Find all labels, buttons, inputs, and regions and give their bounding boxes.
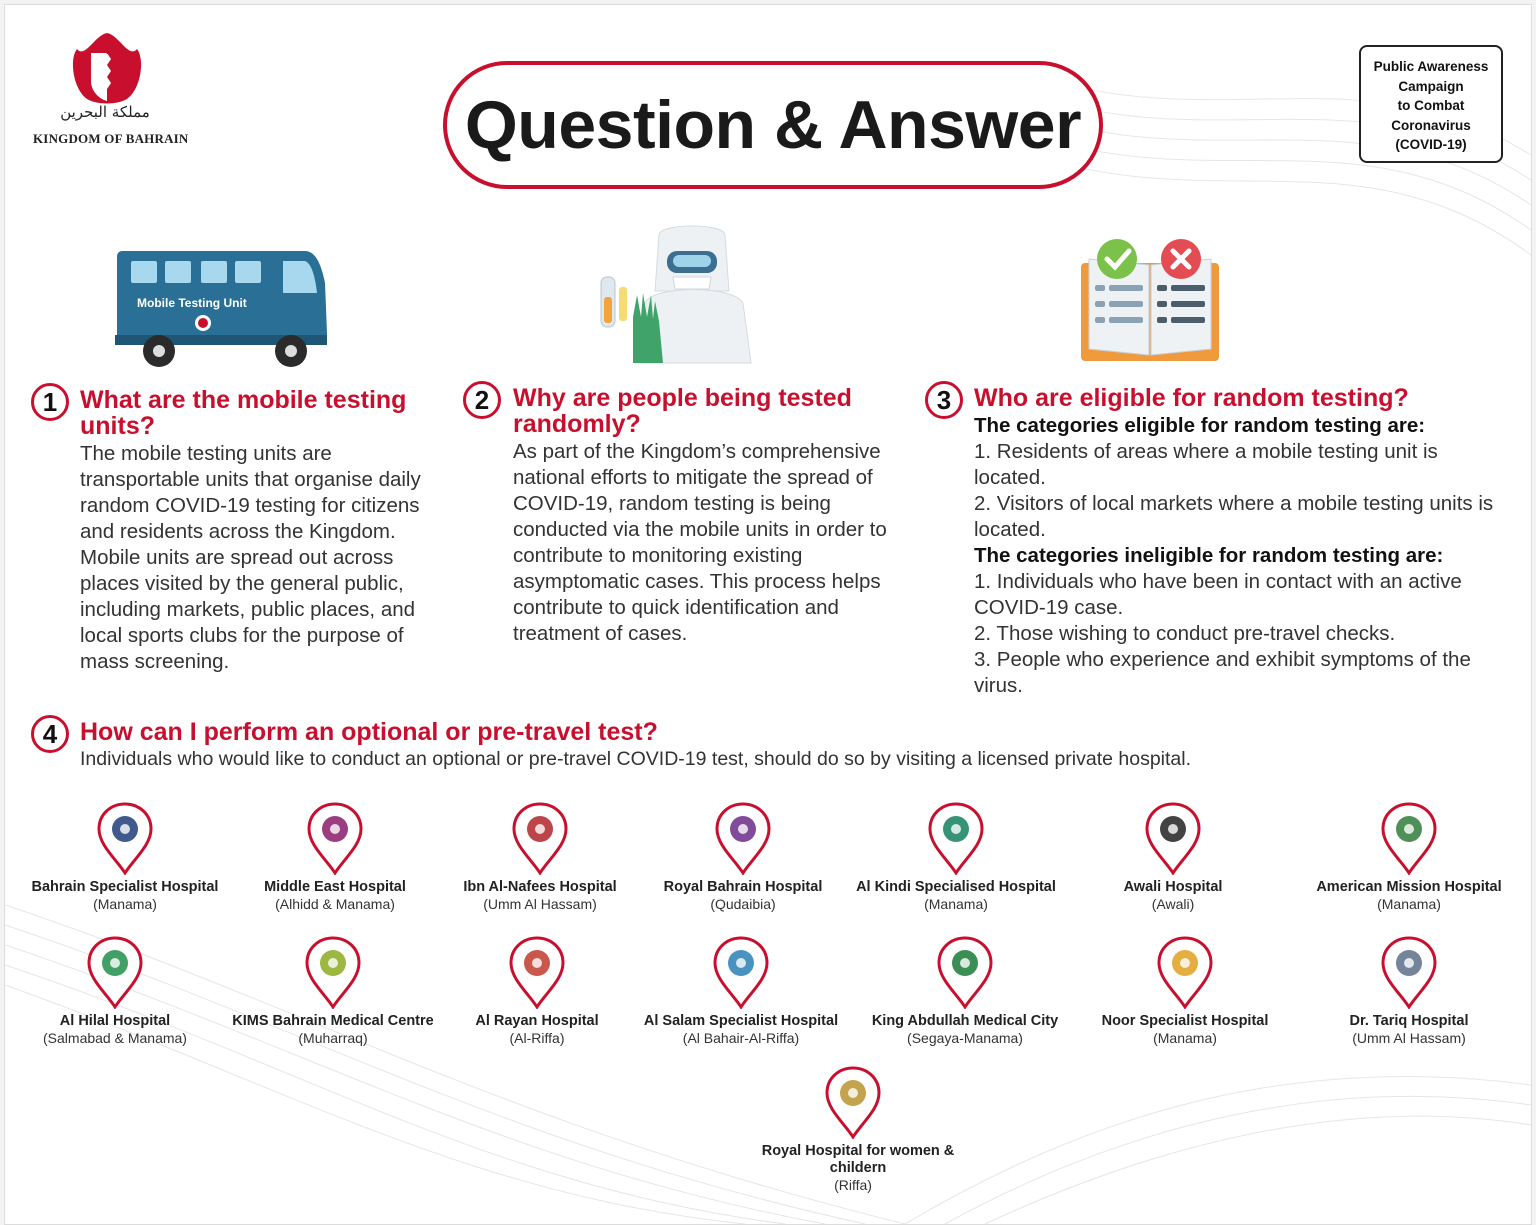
hospital-location: (Umm Al Hassam) [1352,1030,1466,1046]
answer-1: The mobile testing units are transportable units that organise daily random COVID-19 testing for citizens and residents across the Kingdom. Mobile units are spread out across places visited by the general public, including markets, public places, and local sports clubs for the purpose of mass screening. [80,442,421,673]
hospital-location: (Al-Riffa) [509,1030,565,1046]
hospital-location: (Umm Al Hassam) [483,896,597,912]
hospital-name: Middle East Hospital [264,879,406,895]
hospital-name: Al Salam Specialist Hospital [643,1013,839,1029]
location-pin-icon [306,801,364,875]
section-number-1: 1 [31,383,69,421]
location-pin-icon [96,801,154,875]
eligible-heading: The categories eligible for random testing are: [974,414,1426,437]
hospital-name: King Abdullah Medical City [871,1013,1059,1029]
hospital-item [638,801,848,913]
hospital-item [432,935,642,1047]
section-number-3: 3 [925,381,963,419]
section-number-2: 2 [463,381,501,419]
hospital-name: Al Kindi Specialised Hospital [856,879,1056,895]
location-pin-icon [1144,801,1202,875]
hospital-location: (Al Bahair-Al-Riffa) [682,1030,800,1046]
hospital-name: Royal Bahrain Hospital [663,879,823,895]
ineligible-item: 1. Individuals who have been in contact with an active COVID-19 case. [974,570,1462,619]
location-pin-icon [1156,935,1214,1009]
hospital-item [1068,801,1278,913]
hospital-item [636,935,846,1047]
location-pin-icon [86,935,144,1009]
hospital-item [1304,801,1514,913]
location-pin-icon [927,801,985,875]
location-pin-icon [511,801,569,875]
hospital-name: Al Hilal Hospital [59,1013,171,1029]
question-4: How can I perform an optional or pre-travel test? [80,718,658,746]
campaign-line: (COVID-19) [1395,137,1467,152]
answer-2: As part of the Kingdom’s comprehensive national efforts to mitigate the spread of COVID-19, random testing is being conducted via the mobile units in order to contribute to monitoring existing asymptomatic cases. This process helps contribute to quick identification and treatment of cases. [513,440,887,645]
ineligible-item: 2. Those wishing to conduct pre-travel checks. [974,622,1396,645]
hospital-item [748,1065,958,1194]
arabic-country-name: مملكة البحرين [60,103,150,121]
hospital-item [851,801,1061,913]
hospital-location: (Awali) [1151,896,1195,912]
hospital-location: (Alhidd & Manama) [275,896,395,912]
location-pin-icon [508,935,566,1009]
hospital-name: Dr. Tariq Hospital [1349,1013,1469,1029]
hospital-location: (Qudaibia) [710,896,776,912]
hospital-item [230,801,440,913]
hospital-name: KIMS Bahrain Medical Centre [232,1013,434,1029]
question-1: What are the mobile testing units? [80,386,407,440]
bahrain-emblem-icon [67,29,147,109]
location-pin-icon [824,1065,882,1139]
hospital-location: (Manama) [1377,896,1441,912]
bus-label: Mobile Testing Unit [137,296,247,310]
page-title: Question & Answer [464,87,1082,163]
hospital-item [20,801,230,913]
checklist-book-icon [1075,235,1225,367]
hospital-item [435,801,645,913]
hospital-name: Noor Specialist Hospital [1101,1013,1269,1029]
infographic-sheet [4,4,1532,1225]
location-pin-icon [712,935,770,1009]
campaign-line: to Combat [1397,98,1465,113]
location-pin-icon [936,935,994,1009]
hospital-location: (Segaya-Manama) [907,1030,1023,1046]
hospital-name: American Mission Hospital [1316,879,1502,895]
hospital-name: Bahrain Specialist Hospital [31,879,219,895]
eligible-item: 1. Residents of areas where a mobile testing unit is located. [974,440,1438,489]
hospital-name: Royal Hospital for women & childern [761,1143,955,1176]
mobile-testing-bus-icon [115,243,335,373]
campaign-line: Public Awareness [1373,59,1489,74]
title-banner [443,61,1103,189]
answer-3 [974,413,1514,699]
answer-4: Individuals who would like to conduct an optional or pre-travel COVID-19 test, should do so by visiting a licensed private hospital. [80,748,1192,770]
location-pin-icon [1380,801,1438,875]
ineligible-item: 3. People who experience and exhibit symptoms of the virus. [974,648,1471,697]
hospital-location: (Riffa) [834,1177,872,1193]
english-country-name: KINGDOM OF BAHRAIN [33,131,189,146]
location-pin-icon [1380,935,1438,1009]
ineligible-heading: The categories ineligible for random testing are: [974,544,1444,567]
campaign-line: Coronavirus [1391,117,1471,133]
location-pin-icon [714,801,772,875]
hospital-location: (Salmabad & Manama) [43,1030,187,1046]
hospital-location: (Muharraq) [298,1030,368,1046]
eligible-item: 2. Visitors of local markets where a mobile testing units is located. [974,492,1494,541]
campaign-badge [1359,45,1503,163]
hospital-item [10,935,220,1047]
location-pin-icon [304,935,362,1009]
hospital-item [860,935,1070,1047]
hospital-item [1304,935,1514,1047]
hospital-name: Awali Hospital [1123,879,1223,895]
section-number-4: 4 [31,715,69,753]
hospital-location: (Manama) [1153,1030,1217,1046]
question-2: Why are people being tested randomly? [513,384,852,438]
hospital-name: Al Rayan Hospital [475,1013,599,1029]
hospital-location: (Manama) [93,896,157,912]
hospital-name: Ibn Al-Nafees Hospital [463,879,617,895]
hospital-location: (Manama) [924,896,988,912]
health-worker-icon [593,221,773,366]
hospital-item [228,935,438,1047]
hospital-item [1080,935,1290,1047]
question-3: Who are eligible for random testing? [974,384,1409,412]
campaign-line: Campaign [1398,78,1464,94]
